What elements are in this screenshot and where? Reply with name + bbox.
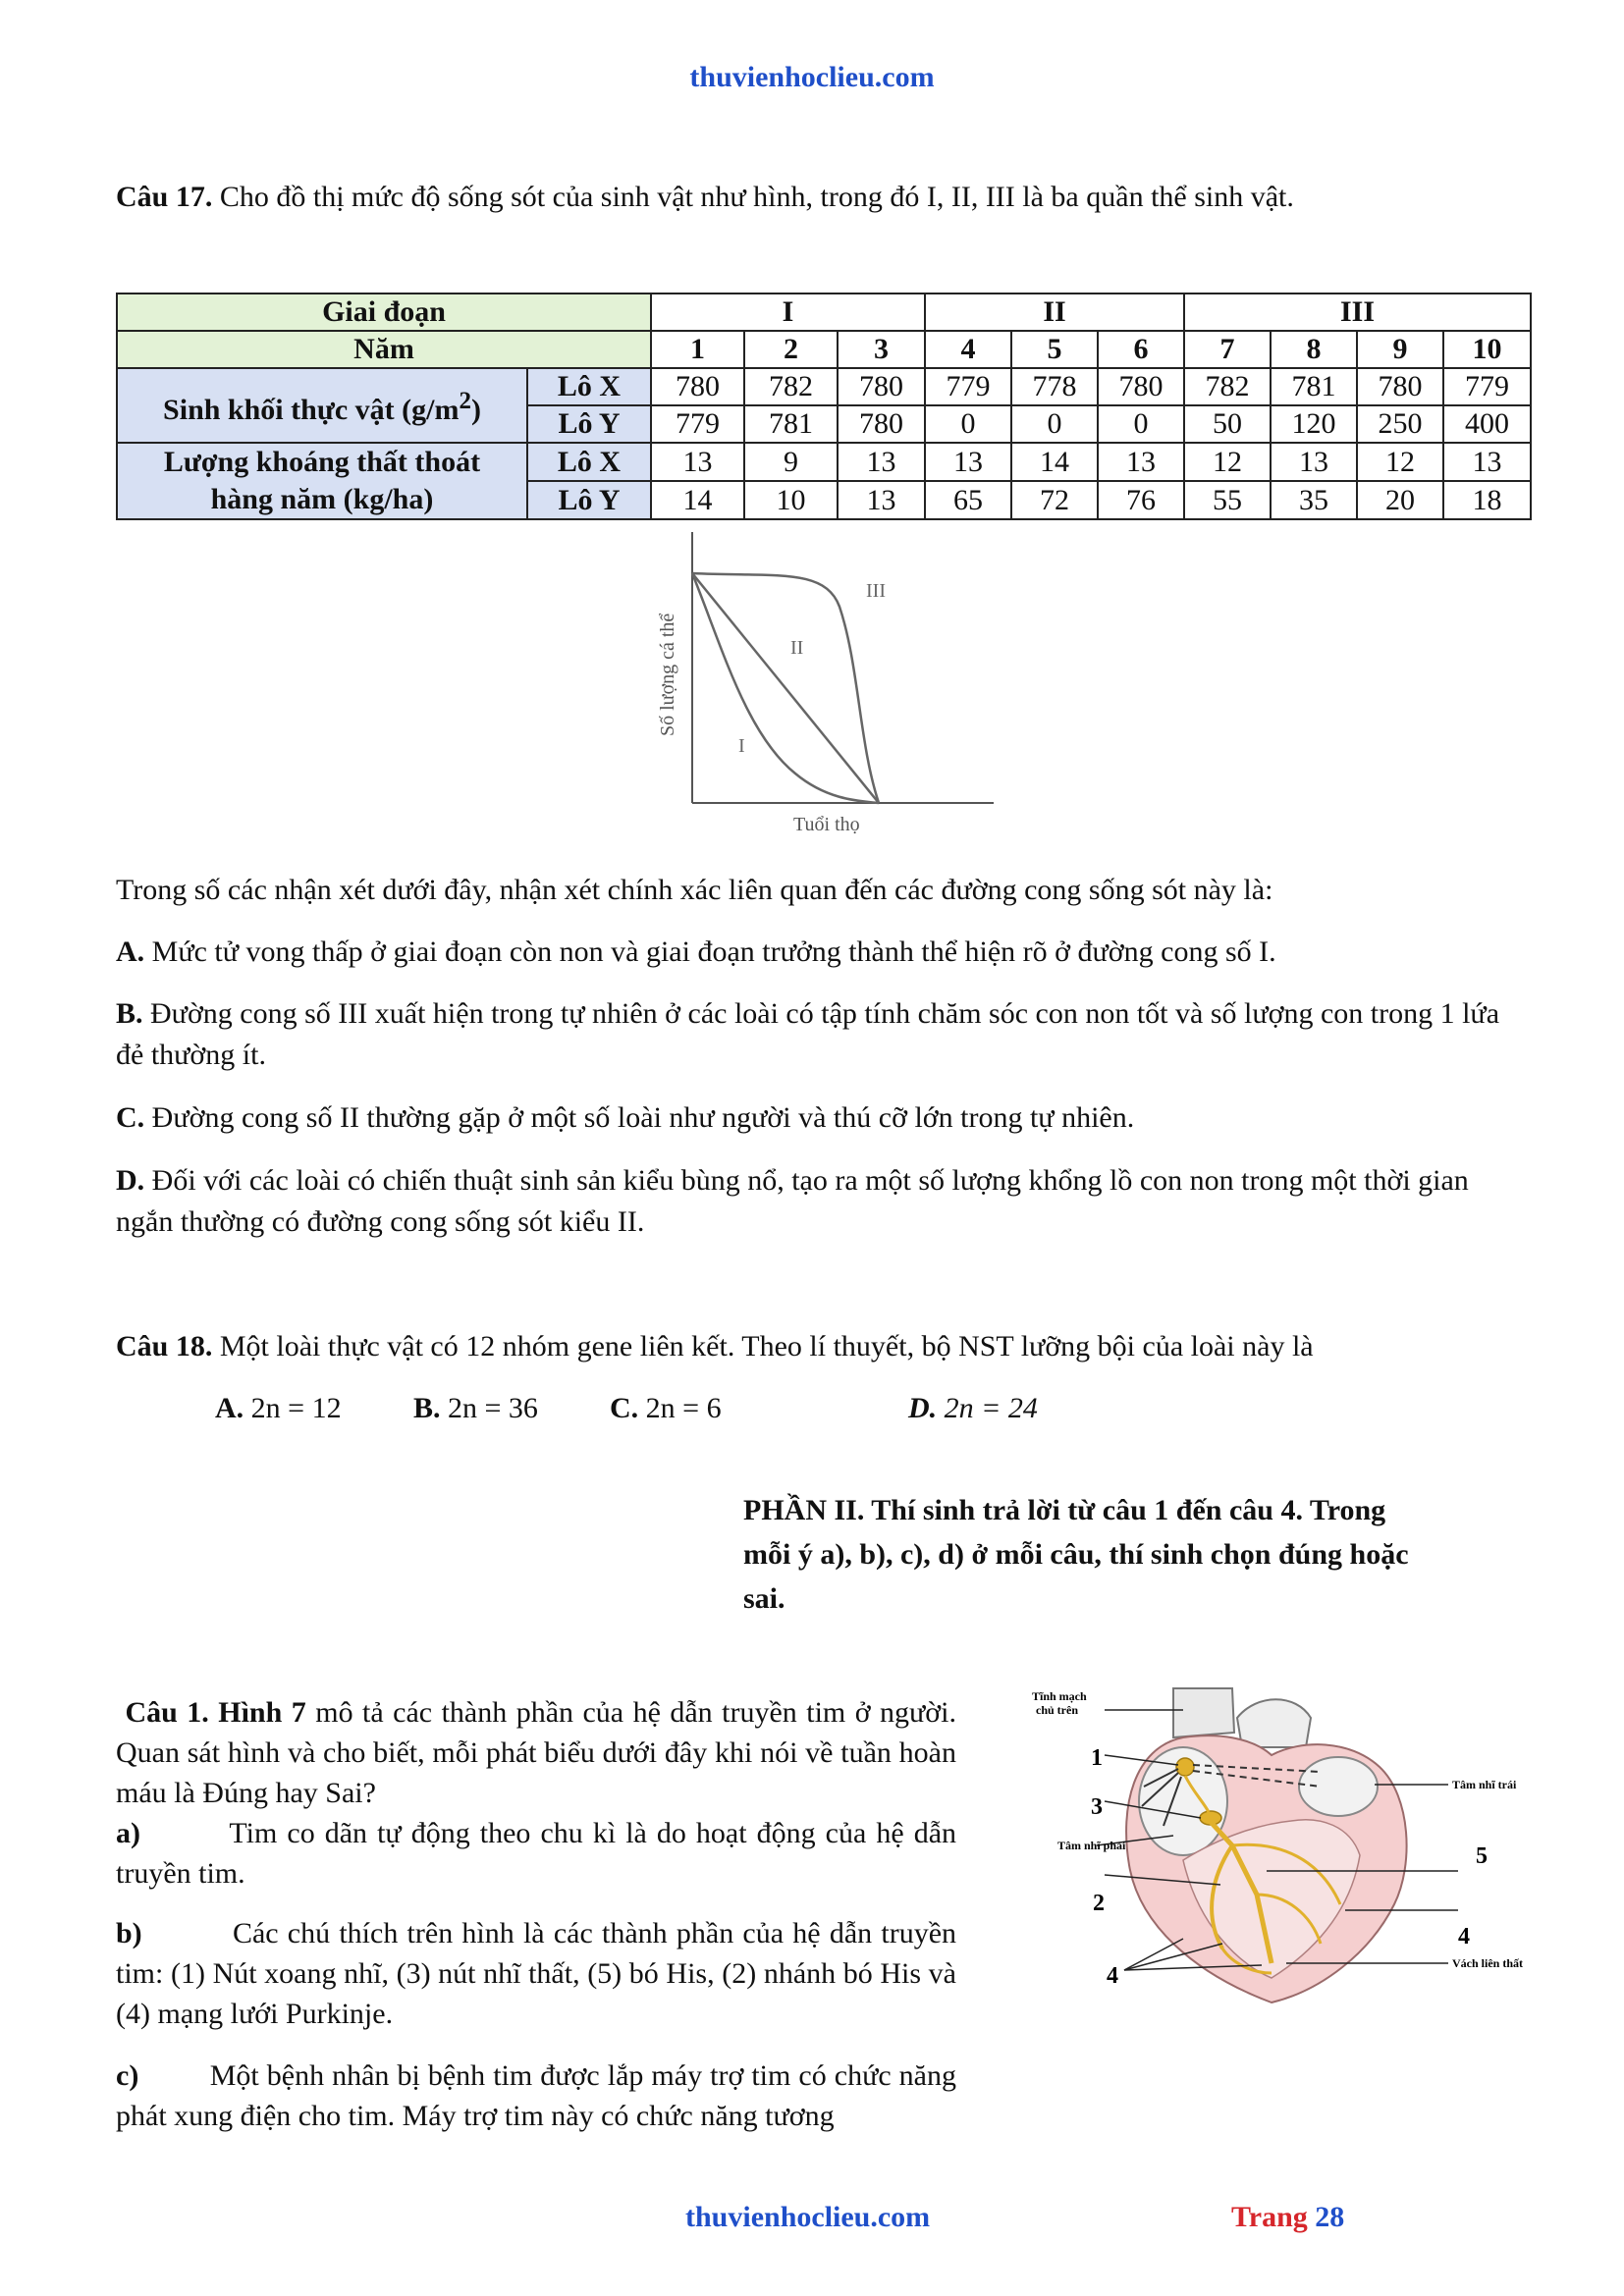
year-cell: 4	[925, 331, 1011, 368]
value-cell: 781	[744, 405, 838, 443]
table-row-biomass-x	[117, 368, 1531, 405]
value-cell: 12	[1357, 443, 1443, 481]
value-cell: 780	[838, 368, 925, 405]
value-cell: 782	[744, 368, 838, 405]
year-cell: 8	[1271, 331, 1357, 368]
value-cell: 72	[1011, 481, 1098, 519]
q1-item-b: b) Các chú thích trên hình là các thành phần của hệ dẫn truyền tim: (1) Nút xoang nhĩ, (3) nút nhĩ thất, (5) bó His, (2) nhánh bó His và (4) mạng lưới Purkinje.	[116, 1917, 957, 2030]
biomass-header: Sinh khối thực vật $(g/m^2)$	[117, 368, 527, 443]
footer-site: thuvienhoclieu.com	[685, 2201, 931, 2233]
x-axis-label: Tuổi thọ	[793, 814, 860, 835]
plot-y-label: Lô Y	[527, 481, 651, 519]
heart-figure	[1026, 1679, 1537, 2012]
value-cell: 13	[1443, 443, 1531, 481]
y-axis-label: Số lượng cá thể	[657, 613, 678, 736]
curve-label-iii: III	[866, 580, 886, 602]
footer-page	[1231, 2201, 1344, 2234]
value-cell: 20	[1357, 481, 1443, 519]
label-vein-2: chủ trên	[1036, 1703, 1078, 1717]
data-table	[116, 293, 1532, 520]
part2-heading: PHẦN II. Thí sinh trả lời từ câu 1 đến câu 4. Trong mỗi ý a), b), c), d) ở mỗi câu, thí sinh chọn đúng hoặc sai.	[743, 1494, 1409, 1615]
label-num-2: 2	[1093, 1891, 1105, 1916]
table-row-year	[117, 331, 1531, 368]
value-cell: 13	[925, 443, 1011, 481]
table-row-loss-x	[117, 443, 1531, 481]
year-cell: 3	[838, 331, 925, 368]
aorta-shape	[1173, 1688, 1234, 1737]
label-num-1: 1	[1091, 1745, 1103, 1771]
value-cell: 780	[1357, 368, 1443, 405]
q18-option-c: C. 2n = 6	[610, 1392, 722, 1424]
loss-header: Lượng khoáng thất thoát hàng năm (kg/ha)	[117, 443, 527, 519]
callout-4-left-b	[1124, 1939, 1183, 1970]
year-cell: 9	[1357, 331, 1443, 368]
curve-label-ii: II	[790, 637, 804, 659]
value-cell: 120	[1271, 405, 1357, 443]
label-left-atrium: Tâm nhĩ trái	[1452, 1778, 1517, 1791]
value-cell: 13	[1098, 443, 1184, 481]
value-cell: 50	[1184, 405, 1271, 443]
q17-option-c: C. Đường cong số II thường gặp ở một số loài như người và thú cỡ lớn trong tự nhiên.	[116, 1101, 1135, 1134]
year-cell: 6	[1098, 331, 1184, 368]
q1-item-c: c) Một bệnh nhân bị bệnh tim được lắp máy trợ tim có chức năng phát xung điện cho tim. Máy trợ tim này có chức năng tương	[116, 2059, 956, 2132]
value-cell: 0	[925, 405, 1011, 443]
value-cell: 780	[651, 368, 744, 405]
stage-header: Giai đoạn	[117, 294, 651, 331]
value-cell: 782	[1184, 368, 1271, 405]
value-cell: 13	[838, 481, 925, 519]
value-cell: 35	[1271, 481, 1357, 519]
year-header: Năm	[117, 331, 651, 368]
label-num-4-right: 4	[1458, 1924, 1470, 1949]
value-cell: 10	[744, 481, 838, 519]
value-cell: 65	[925, 481, 1011, 519]
year-cell: 5	[1011, 331, 1098, 368]
curve-label-i: I	[738, 735, 745, 757]
year-cell: 1	[651, 331, 744, 368]
value-cell: 0	[1098, 405, 1184, 443]
value-cell: 9	[744, 443, 838, 481]
value-cell: 779	[1443, 368, 1531, 405]
plot-x-label: Lô X	[527, 443, 651, 481]
q17-prompt: Trong số các nhận xét dưới đây, nhận xét chính xác liên quan đến các đường cong sống sót này là:	[116, 874, 1273, 906]
survivorship-figure	[638, 528, 1001, 842]
value-cell: 780	[1098, 368, 1184, 405]
stage-cell: III	[1184, 294, 1531, 331]
q1-stem: Câu 1. Hình 7 mô tả các thành phần của hệ dẫn truyền tim ở người. Quan sát hình và cho biết, mỗi phát biểu dưới đây khi nói về tuần hoàn máu là Đúng hay Sai?	[116, 1696, 957, 1809]
value-cell: 12	[1184, 443, 1271, 481]
plot-y-label: Lô Y	[527, 405, 651, 443]
value-cell: 14	[651, 481, 744, 519]
q18-option-a: A. 2n = 12	[215, 1392, 342, 1424]
label-num-4-left: 4	[1107, 1963, 1118, 1989]
value-cell: 13	[651, 443, 744, 481]
label-right-atrium: Tâm nhĩ phải	[1057, 1839, 1126, 1852]
value-cell: 781	[1271, 368, 1357, 405]
value-cell: 13	[838, 443, 925, 481]
label-septum: Vách liên thất	[1452, 1956, 1523, 1970]
q18-option-b: B. 2n = 36	[413, 1392, 538, 1424]
value-cell: 780	[838, 405, 925, 443]
year-cell: 10	[1443, 331, 1531, 368]
value-cell: 0	[1011, 405, 1098, 443]
label-num-5: 5	[1476, 1843, 1488, 1869]
value-cell: 18	[1443, 481, 1531, 519]
q1-item-a: a) Tim co dãn tự động theo chu kì là do hoạt động của hệ dẫn truyền tim.	[116, 1817, 957, 1890]
page-number: 28	[1315, 2201, 1345, 2233]
stage-cell: I	[651, 294, 925, 331]
value-cell: 250	[1357, 405, 1443, 443]
sa-node-shape	[1176, 1758, 1194, 1776]
q17-option-a: A. Mức tử vong thấp ở giai đoạn còn non và giai đoạn trưởng thành thể hiện rõ ở đường cong số I.	[116, 935, 1276, 968]
value-cell: 55	[1184, 481, 1271, 519]
stage-cell: II	[925, 294, 1184, 331]
label-vein-1: Tĩnh mạch	[1032, 1689, 1087, 1703]
header-site: thuvienhoclieu.com	[689, 61, 935, 93]
page-label: Trang	[1231, 2201, 1308, 2233]
year-cell: 2	[744, 331, 838, 368]
value-cell: 400	[1443, 405, 1531, 443]
value-cell: 779	[925, 368, 1011, 405]
value-cell: 779	[651, 405, 744, 443]
table-row-stage	[117, 294, 1531, 331]
q17-label: Câu 17.	[116, 181, 213, 213]
q17-text: Cho đồ thị mức độ sống sót của sinh vật như hình, trong đó I, II, III là ba quần thể sinh vật.	[219, 181, 1294, 213]
q18-option-d: D. 2n = 24	[908, 1392, 1038, 1424]
curve-ii	[692, 573, 879, 803]
q17-option-b: B. Đường cong số III xuất hiện trong tự nhiên ở các loài có tập tính chăm sóc con non tốt và số lượng con trong 1 lứa đẻ thường ít.	[116, 997, 1500, 1071]
value-cell: 13	[1271, 443, 1357, 481]
year-cell: 7	[1184, 331, 1271, 368]
q18-stem: Câu 18. Một loài thực vật có 12 nhóm gene liên kết. Theo lí thuyết, bộ NST lưỡng bội của loài này là	[116, 1330, 1314, 1362]
plot-x-label: Lô X	[527, 368, 651, 405]
value-cell: 14	[1011, 443, 1098, 481]
value-cell: 778	[1011, 368, 1098, 405]
q17-option-d: D. Đối với các loài có chiến thuật sinh sản kiểu bùng nổ, tạo ra một số lượng khổng lồ con non trong một thời gian ngắn thường có đường cong sống sót kiểu II.	[116, 1164, 1469, 1238]
q17-stem	[116, 177, 1530, 218]
value-cell: 76	[1098, 481, 1184, 519]
left-atrium-shape	[1299, 1757, 1378, 1816]
vessel-shape	[1237, 1699, 1311, 1747]
label-num-3: 3	[1091, 1794, 1103, 1820]
